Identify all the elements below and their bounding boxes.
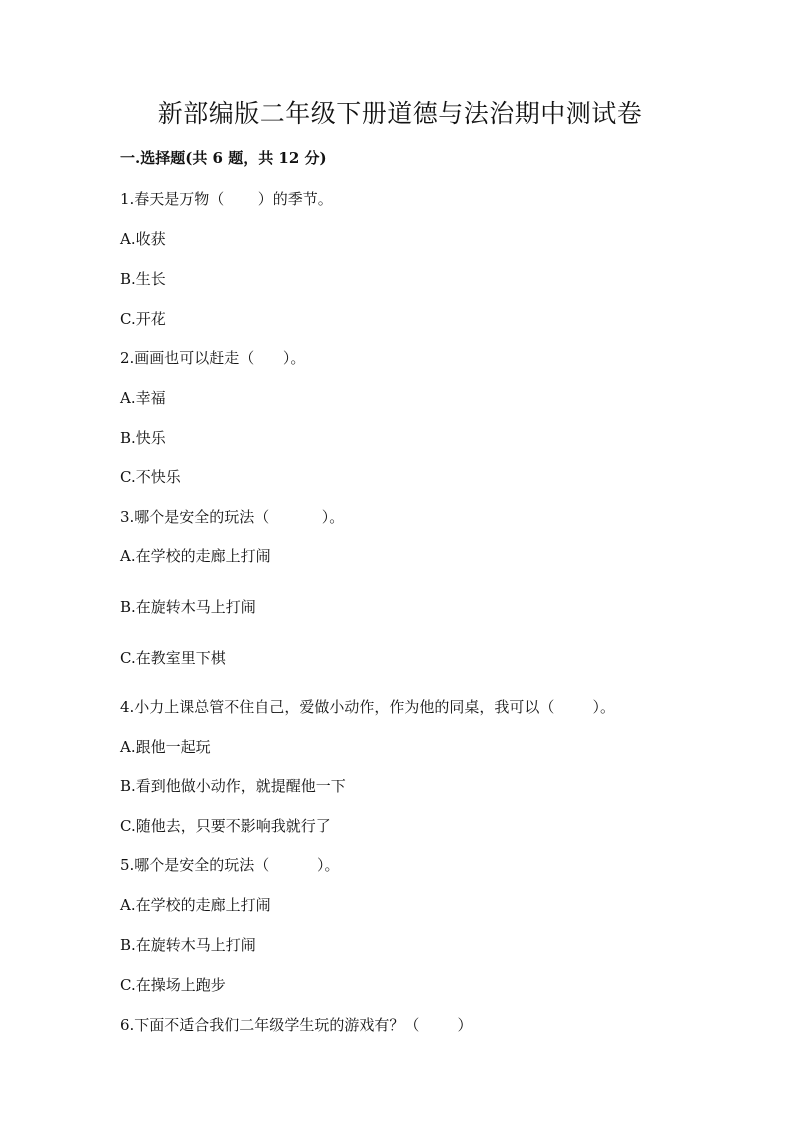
question-3-stem: 3.哪个是安全的玩法（ ）。 [120, 508, 345, 526]
question-1-option-b: B.生长 [120, 270, 166, 288]
question-4-option-b: B.看到他做小动作，就提醒他一下 [120, 777, 346, 795]
question-3-option-b: B.在旋转木马上打闹 [120, 598, 256, 616]
question-3-option-c: C.在教室里下棋 [120, 649, 226, 667]
question-4-option-a: A.跟他一起玩 [120, 738, 211, 756]
question-1-option-a: A.收获 [120, 230, 166, 248]
question-2-stem: 2.画画也可以赶走（ ）。 [120, 349, 306, 367]
question-1-option-c: C.开花 [120, 310, 166, 328]
question-6-stem: 6.下面不适合我们二年级学生玩的游戏有？（ ） [120, 1016, 473, 1034]
question-2-option-b: B.快乐 [120, 429, 166, 447]
page-title: 新部编版二年级下册道德与法治期中测试卷 [157, 99, 643, 128]
question-5-stem: 5.哪个是安全的玩法（ ）。 [120, 856, 340, 874]
question-1-stem: 1.春天是万物（ ）的季节。 [120, 190, 333, 208]
section-heading: 一.选择题(共 6 题，共 12 分) [120, 149, 327, 167]
question-2-option-a: A.幸福 [120, 389, 166, 407]
question-5-option-a: A.在学校的走廊上打闹 [120, 896, 271, 914]
question-2-option-c: C.不快乐 [120, 468, 181, 486]
question-5-option-c: C.在操场上跑步 [120, 976, 226, 994]
question-4-stem: 4.小力上课总管不住自己，爱做小动作，作为他的同桌，我可以（ ）。 [120, 698, 615, 716]
question-3-option-a: A.在学校的走廊上打闹 [120, 547, 271, 565]
question-4-option-c: C.随他去，只要不影响我就行了 [120, 817, 331, 835]
question-5-option-b: B.在旋转木马上打闹 [120, 936, 256, 954]
